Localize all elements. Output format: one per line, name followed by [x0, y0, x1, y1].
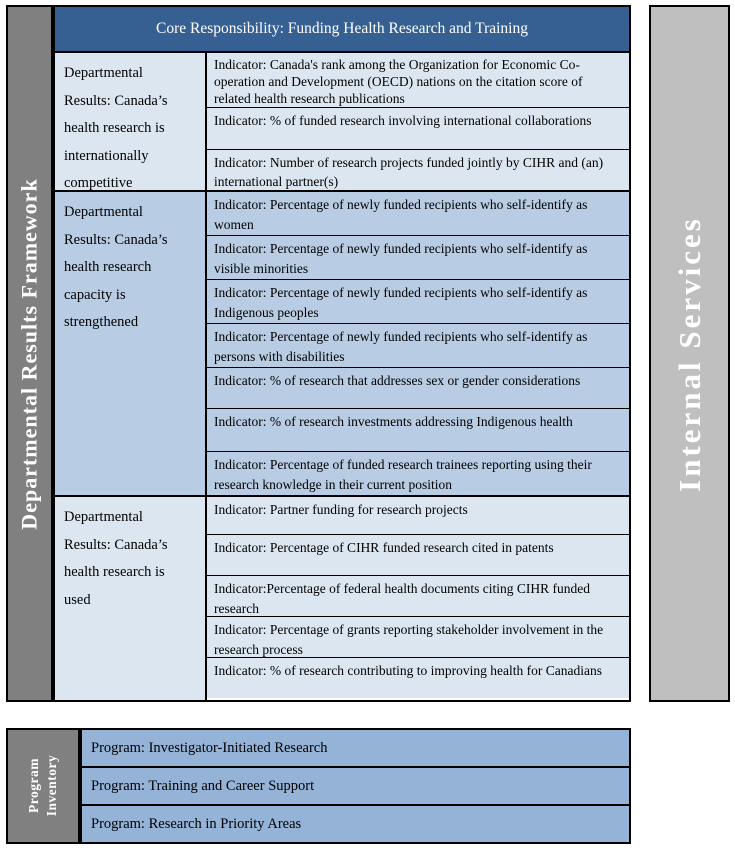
indicator-column	[207, 53, 629, 190]
departmental-result-cell: Departmental Results: Canada’s health research is internationally competitive	[55, 53, 207, 190]
framework-section-used	[55, 495, 629, 700]
program-inventory-label	[25, 755, 60, 817]
indicator-cell: Indicator: Percentage of funded research trainees reporting using their research knowledge in their current position	[207, 451, 629, 495]
indicator-cell: Indicator: Percentage of CIHR funded research cited in patents	[207, 534, 629, 575]
indicator-cell: Indicator: Partner funding for research projects	[207, 497, 629, 534]
program-inventory-bar	[6, 728, 80, 844]
indicator-column	[207, 497, 629, 700]
departmental-result-cell: Departmental Results: Canada’s health research is used	[55, 497, 207, 700]
framework-section-competitive	[55, 53, 629, 190]
indicator-cell: Indicator: Percentage of grants reporting stakeholder involvement in the research process	[207, 616, 629, 657]
core-responsibility-title: Core Responsibility: Funding Health Research and Training	[156, 20, 528, 37]
indicator-cell: Indicator: % of research contributing to improving health for Canadians	[207, 657, 629, 698]
indicator-cell: Indicator:Percentage of federal health documents citing CIHR funded research	[207, 575, 629, 616]
indicator-cell: Indicator: % of funded research involving international collaborations	[207, 107, 629, 149]
program-inventory-label-line1: Program	[26, 758, 42, 814]
indicator-cell: Indicator: Percentage of newly funded recipients who self-identify as Indigenous peoples	[207, 279, 629, 323]
program-row	[82, 804, 629, 842]
program-row	[82, 766, 629, 804]
indicator-column	[207, 192, 629, 495]
program-label: Program: Training and Career Support	[91, 777, 315, 794]
core-responsibility-header	[55, 7, 629, 53]
framework-section-capacity	[55, 190, 629, 495]
indicator-cell: Indicator: Canada's rank among the Organization for Economic Co-operation and Development (OECD) nations on the citation score of related health research publications	[207, 53, 629, 107]
departmental-results-framework-label: Departmental Results Framework	[16, 177, 42, 530]
framework-table	[53, 5, 631, 702]
departmental-results-framework-bar	[6, 5, 53, 702]
indicator-cell: Indicator: Percentage of newly funded recipients who self-identify as women	[207, 192, 629, 235]
indicator-cell: Indicator: Percentage of newly funded recipients who self-identify as persons with disabilities	[207, 323, 629, 367]
program-label: Program: Investigator-Initiated Research	[91, 739, 328, 756]
program-inventory-label-line2: Inventory	[44, 755, 59, 817]
internal-services-bar	[649, 5, 730, 702]
indicator-cell: Indicator: % of research investments addressing Indigenous health	[207, 408, 629, 451]
internal-services-label: Internal Services	[671, 215, 707, 492]
program-row	[82, 730, 629, 766]
indicator-cell: Indicator: Percentage of newly funded recipients who self-identify as visible minorities	[207, 235, 629, 279]
departmental-result-cell: Departmental Results: Canada’s health research capacity is strengthened	[55, 192, 207, 495]
indicator-cell: Indicator: Number of research projects funded jointly by CIHR and (an) international partner(s)	[207, 149, 629, 191]
indicator-cell: Indicator: % of research that addresses sex or gender considerations	[207, 367, 629, 408]
program-label: Program: Research in Priority Areas	[91, 815, 302, 832]
program-inventory-rows	[80, 728, 631, 844]
